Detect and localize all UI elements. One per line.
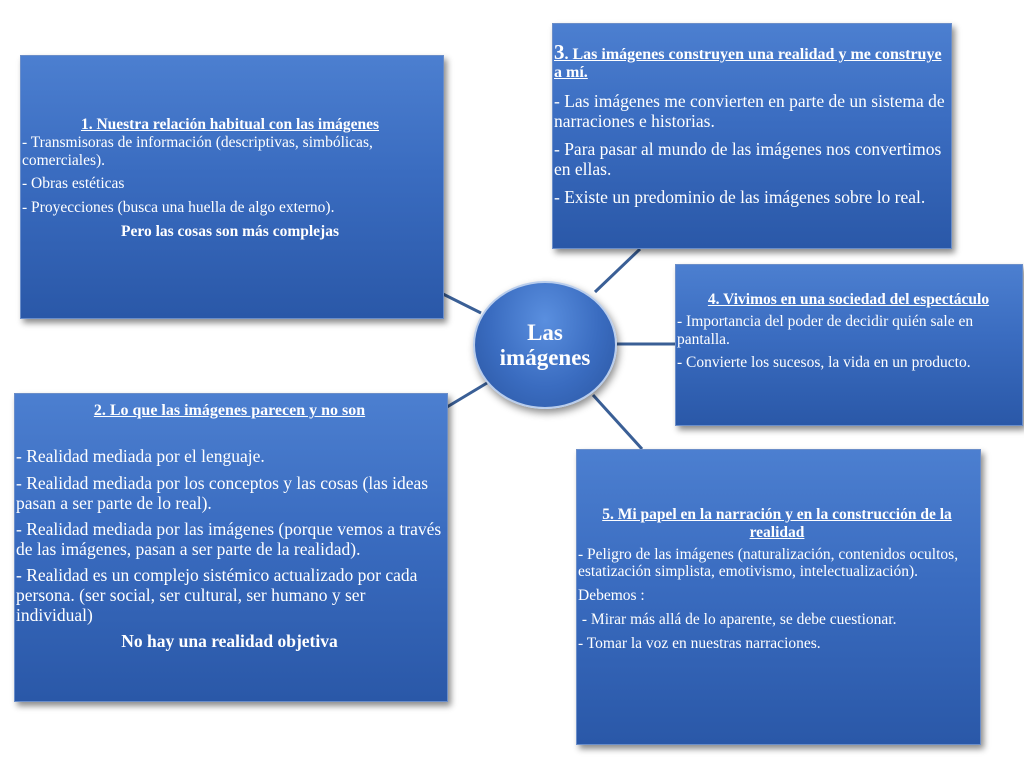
connector-box5: [593, 395, 642, 449]
box2-item: - Realidad mediada por las imágenes (porque vemos a través de las imágenes, pasan a ser parte de la realidad).: [16, 518, 442, 559]
box5-item: Debemos :: [578, 587, 645, 605]
box3-title: [554, 40, 947, 83]
box3-item: - Existe un predominio de las imágenes sobre lo real.: [554, 187, 926, 208]
box3-number: 3: [554, 40, 565, 64]
box2-conclusion: No hay una realidad objetiva: [121, 631, 338, 652]
box3-title-text: . Las imágenes construyen una realidad y me construye a mí.: [554, 46, 942, 82]
central-node-label: Las imágenes: [499, 319, 591, 370]
box5-title: 5. Mi papel en la narración y en la construcción de la realidad: [602, 506, 952, 541]
box-construyen-realidad: [552, 23, 952, 249]
box2-item: - Realidad mediada por el lenguaje.: [16, 446, 265, 467]
box1-item: - Proyecciones (busca una huella de algo externo).: [22, 199, 335, 217]
connector-box1: [443, 294, 481, 313]
box5-item: - Peligro de las imágenes (naturalización, contenidos ocultos, estatización simplista, emotivismo, intelectualización).: [578, 545, 959, 581]
box-mi-papel: [576, 449, 981, 745]
central-node-las-imagenes: [473, 281, 617, 409]
box1-item: - Transmisoras de información (descriptivas, simbólicas, comerciales).: [22, 133, 373, 169]
box2-item: - Realidad mediada por los conceptos y las cosas (las ideas pasan a ser parte de lo real).: [16, 472, 429, 513]
box-parecen-y-no-son: [14, 393, 448, 702]
box3-item: - Para pasar al mundo de las imágenes nos convertimos en ellas.: [554, 139, 942, 180]
box4-item: - Convierte los sucesos, la vida en un producto.: [677, 354, 971, 372]
box5-item: - Mirar más allá de lo aparente, se debe cuestionar.: [578, 611, 897, 629]
box2-item: - Realidad es un complejo sistémico actualizado por cada persona. (ser social, ser cultural, ser humano y ser individual): [16, 565, 418, 626]
box2-title: 2. Lo que las imágenes parecen y no son: [93, 402, 366, 419]
box1-conclusion: Pero las cosas son más complejas: [121, 223, 339, 241]
box1-item: - Obras estéticas: [22, 175, 125, 193]
box1-title: 1. Nuestra relación habitual con las imágenes: [80, 116, 380, 133]
box-sociedad-espectaculo: [675, 264, 1023, 426]
box4-item: - Importancia del poder de decidir quién sale en pantalla.: [677, 312, 974, 348]
box4-title: 4. Vivimos en una sociedad del espectáculo: [707, 291, 990, 308]
box-relacion-habitual: [20, 55, 444, 319]
box3-item: - Las imágenes me convierten en parte de un sistema de narraciones e historias.: [554, 90, 945, 131]
connector-box2: [447, 383, 487, 407]
box5-item: - Tomar la voz en nuestras narraciones.: [578, 634, 821, 652]
connector-box3: [595, 249, 640, 292]
